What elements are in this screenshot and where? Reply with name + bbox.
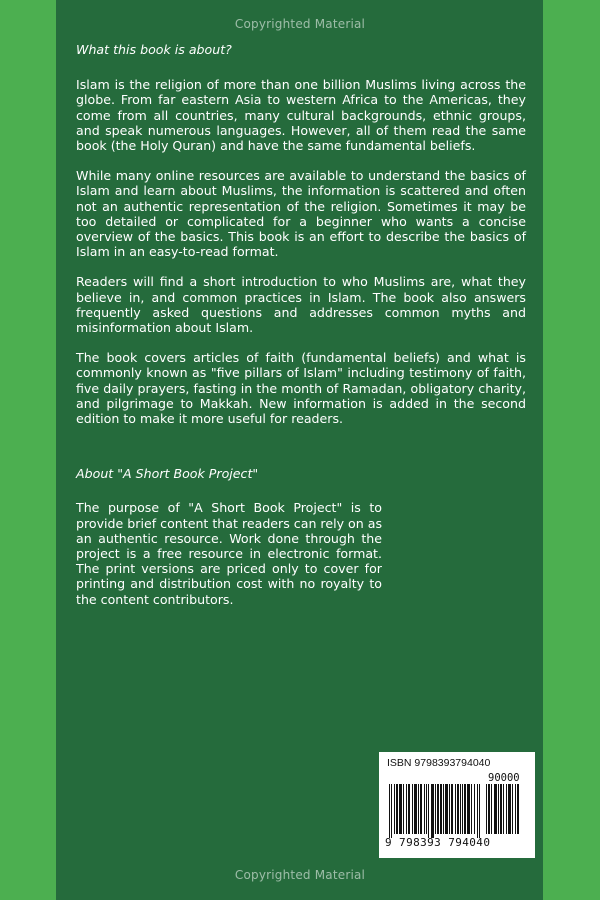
barcode-bar	[508, 784, 511, 834]
barcode-bar	[486, 784, 487, 834]
barcode-bar	[457, 784, 459, 834]
price-addon-code: 90000	[488, 772, 520, 784]
barcode-bar	[389, 784, 390, 838]
barcode-bar	[408, 784, 410, 834]
barcode-bar	[445, 784, 448, 834]
barcode-bar	[477, 784, 478, 838]
barcode-bar	[440, 784, 442, 834]
barcode-bar	[406, 784, 407, 834]
barcode-bar	[488, 784, 490, 834]
barcode-bar	[394, 784, 395, 834]
barcode-bar	[503, 784, 504, 834]
book-about-heading: What this book is about?	[76, 42, 232, 57]
barcode-bar	[420, 784, 422, 834]
barcode-bar	[498, 784, 499, 834]
barcode-bar	[460, 784, 461, 834]
barcode-bar	[474, 784, 475, 834]
barcode-bar	[479, 784, 480, 838]
barcode-bar	[451, 784, 453, 834]
barcode-bar	[455, 784, 456, 834]
barcode-bar	[391, 784, 392, 838]
barcode-bar	[443, 784, 444, 834]
barcode-bar	[424, 784, 425, 834]
book-about-paragraph-3: Readers will find a short introduction to who Muslims are, what they believe in, and common practices in Islam. The book also answers frequently asked questions and addresses common myths and misinformation about Islam.	[76, 274, 526, 336]
book-about-paragraph-2: While many online resources are available to understand the basics of Islam and learn about Muslims, the information is scattered and often not an authentic representation of the religion. Sometimes it may be too detailed or complicated for a beginner who wants a concise overview of the basics. This book is an effort to describe the basics of Islam in an easy-to-read format.	[76, 168, 526, 260]
barcode-bar	[494, 784, 497, 834]
cover-text	[76, 42, 526, 622]
barcode-bar	[512, 784, 513, 834]
barcode-bar	[396, 784, 398, 834]
barcode-bar	[471, 784, 472, 834]
barcode-bar	[467, 784, 470, 834]
barcode-bar	[449, 784, 450, 834]
project-about-paragraph: The purpose of "A Short Book Project" is to provide brief content that readers can rely on as an authentic resource. Work done through the project is a free resource in electronic format. The print versions are priced only to cover for printing and distribution cost with no royalty to the content contributors.	[76, 500, 383, 607]
barcode-bar	[506, 784, 507, 834]
barcode-bar	[403, 784, 404, 834]
barcode-bar	[515, 784, 516, 834]
barcode-bar	[500, 784, 502, 834]
project-about-heading: About "A Short Book Project"	[76, 466, 259, 482]
barcode-bar	[464, 784, 466, 834]
book-about-paragraph-1: Islam is the religion of more than one billion Muslims living across the globe. From far eastern Asia to western Africa to the Americas, they come from all countries, many cultural backgrounds, ethnic groups, and speak numerous languages. However, all of them read the same book (the Holy Quran) and have the same fundamental beliefs.	[76, 77, 526, 154]
barcode-bar	[435, 784, 436, 834]
barcode-bar	[412, 784, 413, 834]
barcode-bar	[426, 784, 427, 834]
barcode-addon-bars	[486, 784, 528, 838]
watermark-top: Copyrighted Material	[234, 17, 366, 31]
barcode-bar	[517, 784, 519, 834]
book-about-paragraph-4: The book covers articles of faith (fundamental beliefs) and what is commonly known as "five pillars of Islam" including testimony of faith, five daily prayers, fasting in the month of Ramadan, obligatory charity, and pilgrimage to Makkah. New information is added in the second edition to make it more useful for readers.	[76, 350, 526, 427]
barcode-bar	[399, 784, 402, 834]
barcode-bar	[431, 784, 434, 838]
barcode-bar	[428, 784, 429, 838]
barcode-digits: 9 798393 794040	[385, 836, 491, 849]
barcode-main-bars	[389, 784, 484, 838]
isbn-label: ISBN 9798393794040	[387, 757, 491, 769]
barcode-bar	[418, 784, 419, 834]
barcode-bar	[491, 784, 492, 834]
barcode-bar	[437, 784, 439, 834]
watermark-bottom: Copyrighted Material	[234, 868, 366, 882]
barcode-bar	[462, 784, 463, 834]
isbn-barcode	[379, 752, 535, 858]
barcode-bar	[414, 784, 417, 834]
